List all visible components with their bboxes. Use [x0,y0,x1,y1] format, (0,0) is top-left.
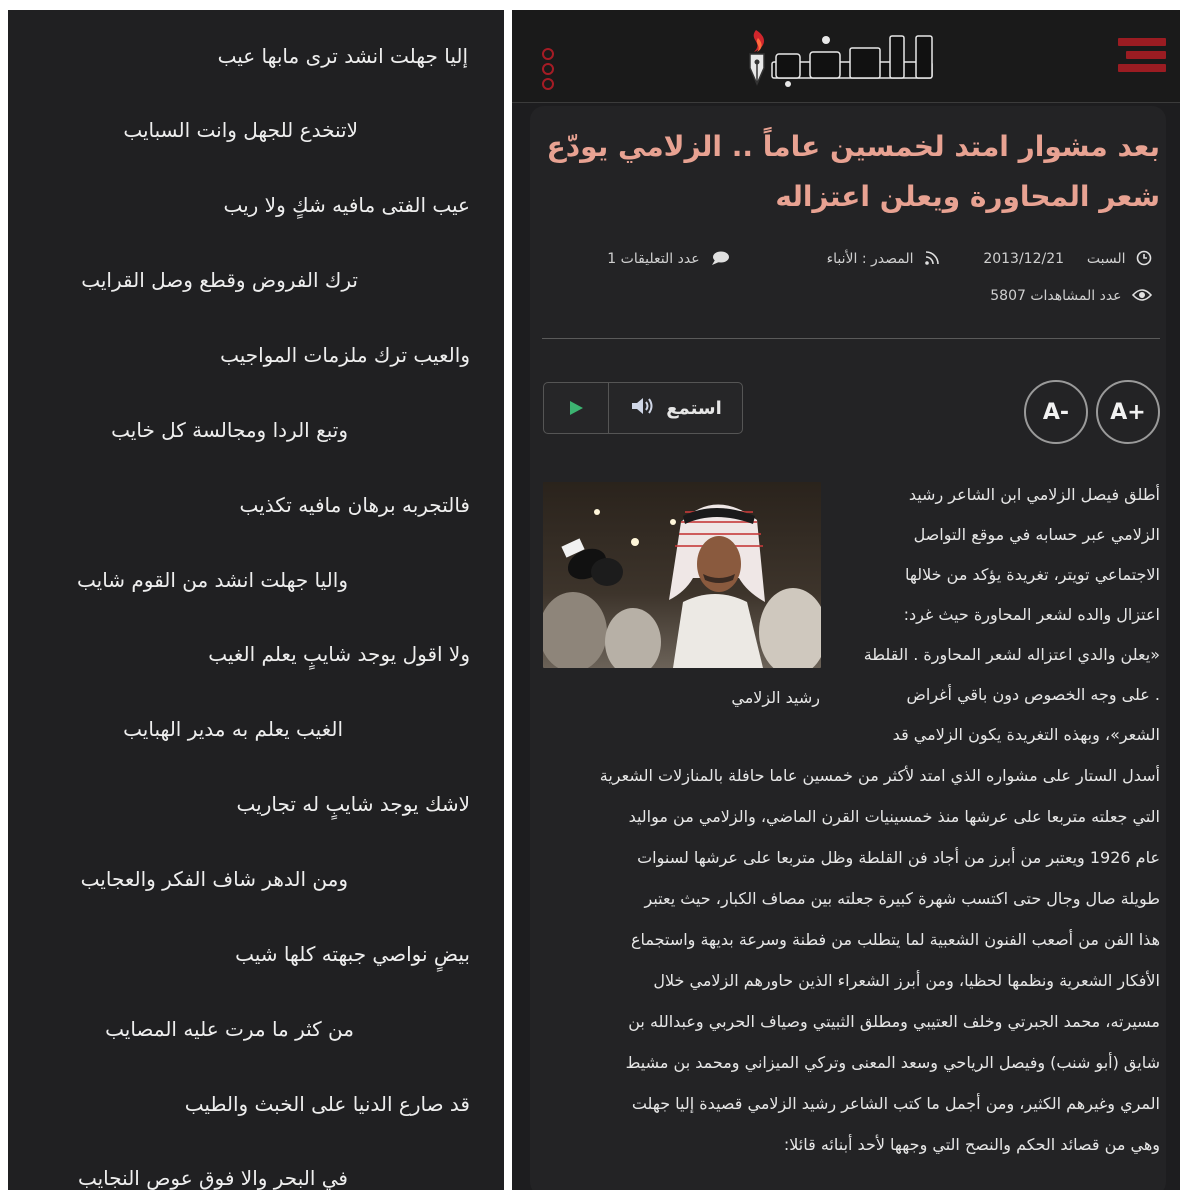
article-title: بعد مشوار امتد لخمسين عاماً .. الزلامي يودّع شعر المحاورة ويعلن اعتزاله [546,130,1160,213]
comments-icon [706,251,730,267]
poem-line: فالتجربه برهان مافيه تكذيب [239,493,470,517]
article-line: . على وجه الخصوص دون باقي أغراض [906,685,1160,704]
top-bar [512,10,1180,103]
listen-label: استمع [666,397,722,419]
article-line: اعتزال والده لشعر المحاورة حيث غرد: [903,605,1160,624]
article-line: التي جعلته متربعا على عرشها منذ خمسينيات القرن الماضي، والزلامي من مواليد [628,807,1160,826]
hamburger-icon[interactable] [1118,38,1166,77]
article-line: مسيرته، محمد الجبرتي وخلف العتيبي ومطلق الثبيتي وصياف الحربي وعبدالله بن [628,1012,1160,1031]
article-panel [512,10,1180,1190]
poem-line: واليا جهلت انشد من القوم شايب [76,568,348,592]
article-line: أطلق فيصل الزلامي ابن الشاعر رشيد [908,485,1160,504]
poem-line: قد صارع الدنيا على الخبث والطيب [184,1092,470,1116]
article-line: المري وغيرهم الكثير، ومن أجمل ما كتب الشاعر رشيد الزلامي قصيدة إليا جهلت [631,1094,1160,1113]
article-line: أسدل الستار على مشواره الذي امتد لأكثر من خمسين عاما حافلة بالمنازلات الشعرية [599,766,1160,785]
poem-line: ولا اقول يوجد شايبٍ يعلم الغيب [208,642,470,666]
article-line: الاجتماعي تويتر، تغريدة يؤكد من خلالها [905,565,1160,584]
poem-line: عيب الفتى مافيه شكٍ ولا ريب [223,193,470,217]
speaker-icon [630,396,656,421]
poem-line: الغيب يعلم به مدير الهبايب [123,717,343,741]
vertical-dots-icon[interactable] [542,48,554,93]
poem-panel [8,10,504,1190]
meta-views [990,288,1152,304]
article-photo[interactable] [543,482,821,668]
photo-caption: رشيد الزلامي [731,688,820,707]
meta-date [983,250,1152,267]
font-decrease-button[interactable]: A- [1024,380,1088,444]
meta-source-text: المصدر : الأنباء [826,251,914,267]
site-logo[interactable] [740,26,940,88]
poem-line: من كثر ما مرت عليه المصايب [105,1017,354,1041]
listen-button[interactable] [543,382,743,434]
eye-icon [1128,288,1152,304]
logo-text: الأنباء [850,46,853,47]
article-line: الزلامي عبر حسابه في موقع التواصل [913,525,1160,544]
article-line: الأفكار الشعرية ونظمها لحظيا، ومن أبرز الشعراء الذين حاورهم الزلامي خلال [653,971,1160,990]
article-line: طويلة صال وجال حتى اكتسب شهرة كبيرة جعلته بين مصاف الكبار، حيث يعتبر [644,889,1160,908]
clock-icon [1132,251,1152,267]
meta-date-value: 2013/12/21 [983,251,1065,267]
poem-line: وتبع الردا ومجالسة كل خايب [111,418,348,442]
article-line: شايق (أبو شنب) وفيصل الرياحي وسعد المعنى وتركي الميزاني ومحمد بن مشيط [625,1053,1160,1072]
meta-divider [542,338,1160,339]
article-line: هذا الفن من أصعب الفنون الشعبية لما يتطلب من فطنة وسرعة بديهة واستجماع [630,930,1160,949]
meta-comments-text: عدد التعليقات 1 [607,251,700,267]
meta-source [827,250,940,267]
rss-icon [920,251,940,267]
poem-line: لاتنخدع للجهل وانت السبايب [123,118,358,142]
poem-line: لاشك يوجد شايبٍ له تجاريب [236,792,470,816]
poem-line: ومن الدهر شاف الفكر والعجايب [80,867,348,891]
article-line: وهي من قصائد الحكم والنصح التي وجهها لأحد أبنائه قائلا: [783,1135,1160,1154]
font-increase-button[interactable]: A+ [1096,380,1160,444]
play-icon[interactable] [544,383,609,433]
meta-views-text: عدد المشاهدات 5807 [990,288,1122,304]
article-line: عام 1926 ويعتبر من أبرز من أجاد فن القلطة وظل متربعا على عرشها لسنوات [637,848,1160,867]
poem-line: إليا جهلت انشد ترى مابها عيب [217,44,468,68]
article-line: «يعلن والدي اعتزاله لشعر المحاورة . القلطة [863,645,1160,664]
meta-comments[interactable] [607,250,730,267]
poem-line: في البحر والا فوق عوص النجايب [77,1166,348,1190]
meta-day: السبت [1086,251,1126,267]
poem-line: بيضٍ نواصي جبهته كلها شيب [235,942,470,966]
article-line: الشعر»، وبهذه التغريدة يكون الزلامي قد [892,725,1160,744]
poem-line: والعيب ترك ملزمات المواجيب [220,343,470,367]
poem-line: ترك الفروض وقطع وصل القرايب [81,268,358,292]
